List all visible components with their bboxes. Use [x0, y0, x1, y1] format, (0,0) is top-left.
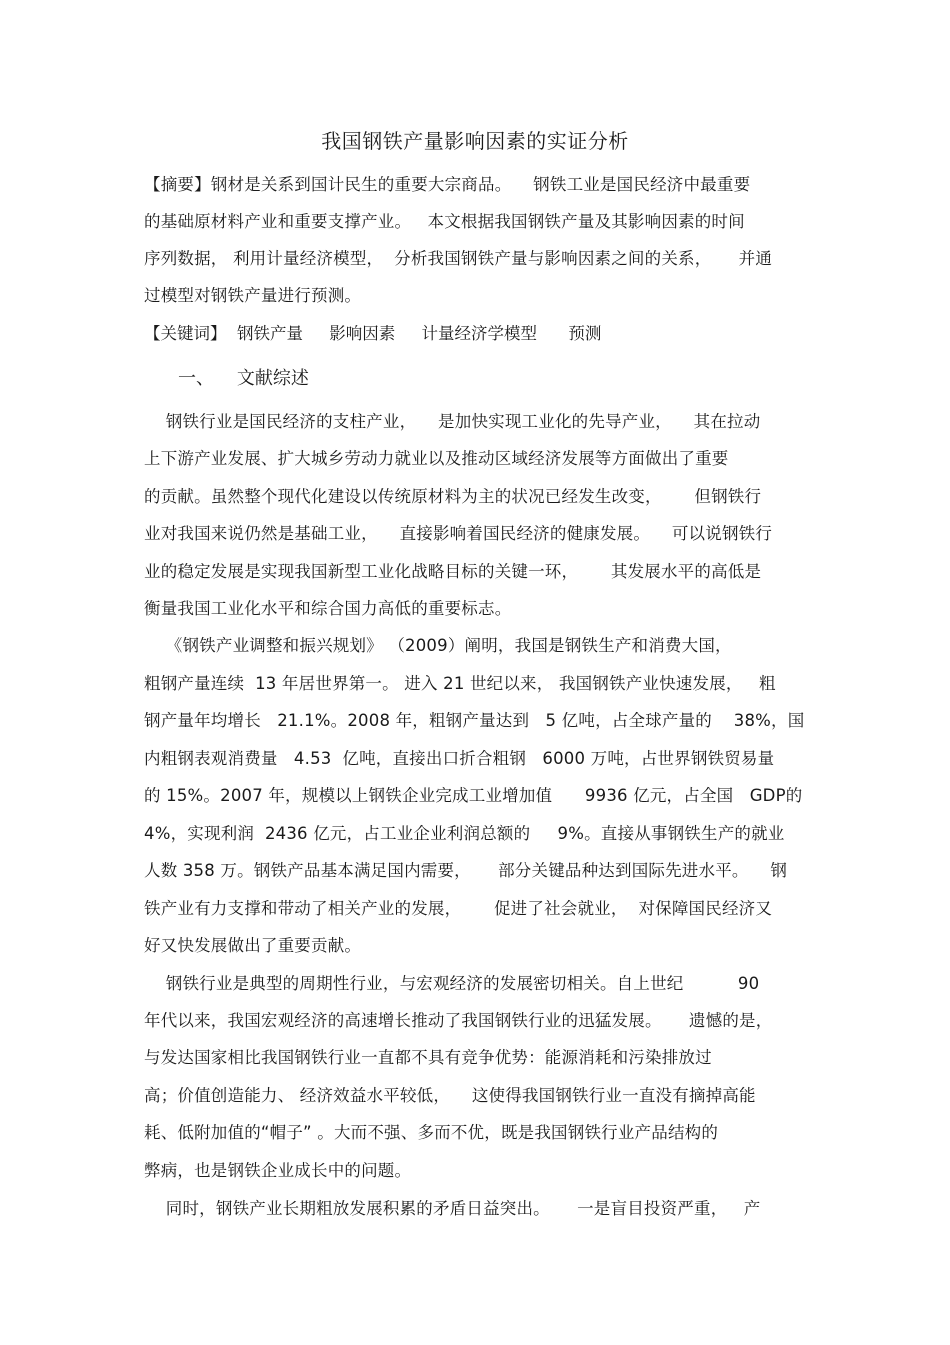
abstract-line: 的基础原材料产业和重要支撑产业。 本文根据我国钢铁产量及其影响因素的时间	[144, 212, 745, 231]
body-line: 好又快发展做出了重要贡献。	[144, 936, 362, 955]
body-line: 的贡献。虽然整个现代化建设以传统原材料为主的状况已经发生改变， 但钢铁行	[144, 487, 762, 506]
body-line: 内粗钢表观消费量 4.53 亿吨，直接出口折合粗钢 6000 万吨，占世界钢铁贸易量	[144, 749, 775, 768]
body-line: 钢产量年均增长 21.1%。2008 年，粗钢产量达到 5 亿吨，占全球产量的 38%，国	[144, 711, 805, 730]
body-line: 耗、低附加值的“帽子” 。大而不强、多而不优，既是我国钢铁行业产品结构的	[144, 1123, 719, 1142]
body-line: 《钢铁产业调整和振兴规划》 （2009）阐明，我国是钢铁生产和消费大国，	[144, 636, 732, 655]
body-line: 业对我国来说仍然是基础工业， 直接影响着国民经济的健康发展。 可以说钢铁行	[144, 524, 773, 543]
section-heading: 一、 文献综述	[178, 368, 309, 389]
body-line: 同时，钢铁产业长期粗放发展积累的矛盾日益突出。 一是盲目投资严重， 产	[144, 1199, 761, 1218]
body-line: 铁产业有力支撑和带动了相关产业的发展， 促进了社会就业， 对保障国民经济又	[144, 899, 773, 918]
body-line: 与发达国家相比我国钢铁行业一直都不具有竞争优势：能源消耗和污染排放过	[144, 1048, 712, 1067]
body-line: 钢铁行业是典型的周期性行业，与宏观经济的发展密切相关。自上世纪 90	[144, 974, 760, 993]
abstract-line: 序列数据， 利用计量经济模型， 分析我国钢铁产量与影响因素之间的关系， 并通	[144, 249, 773, 268]
body-line: 年代以来，我国宏观经济的高速增长推动了我国钢铁行业的迅猛发展。 遗憾的是，	[144, 1011, 773, 1030]
body-line: 的 15%。2007 年，规模以上钢铁企业完成工业增加值 9936 亿元，占全国 GDP的	[144, 786, 803, 805]
body-line: 钢铁行业是国民经济的支柱产业， 是加快实现工业化的先导产业， 其在拉动	[144, 412, 761, 431]
paper-title: 我国钢铁产量影响因素的实证分析	[321, 129, 629, 153]
abstract-line: 【摘要】钢材是关系到国计民生的重要大宗商品。 钢铁工业是国民经济中最重要	[144, 175, 751, 194]
keywords: 【关键词】 钢铁产量 影响因素 计量经济学模型 预测	[144, 324, 602, 343]
body-line: 4%，实现利润 2436 亿元，占工业企业利润总额的 9%。直接从事钢铁生产的就业	[144, 824, 785, 843]
body-line: 衡量我国工业化水平和综合国力高低的重要标志。	[144, 599, 512, 618]
body-line: 粗钢产量连续 13 年居世界第一。 进入 21 世纪以来， 我国钢铁产业快速发展， 粗	[144, 674, 776, 693]
abstract-line: 过模型对钢铁产量进行预测。	[144, 286, 362, 305]
body-line: 人数 358 万。钢铁产品基本满足国内需要， 部分关键品种达到国际先进水平。 钢	[144, 861, 788, 880]
body-line: 弊病，也是钢铁企业成长中的问题。	[144, 1161, 412, 1180]
body-line: 上下游产业发展、扩大城乡劳动力就业以及推动区域经济发展等方面做出了重要	[144, 449, 729, 468]
body-line: 高；价值创造能力、 经济效益水平较低， 这使得我国钢铁行业一直没有摘掉高能	[144, 1086, 756, 1105]
body-line: 业的稳定发展是实现我国新型工业化战略目标的关键一环， 其发展水平的高低是	[144, 562, 762, 581]
